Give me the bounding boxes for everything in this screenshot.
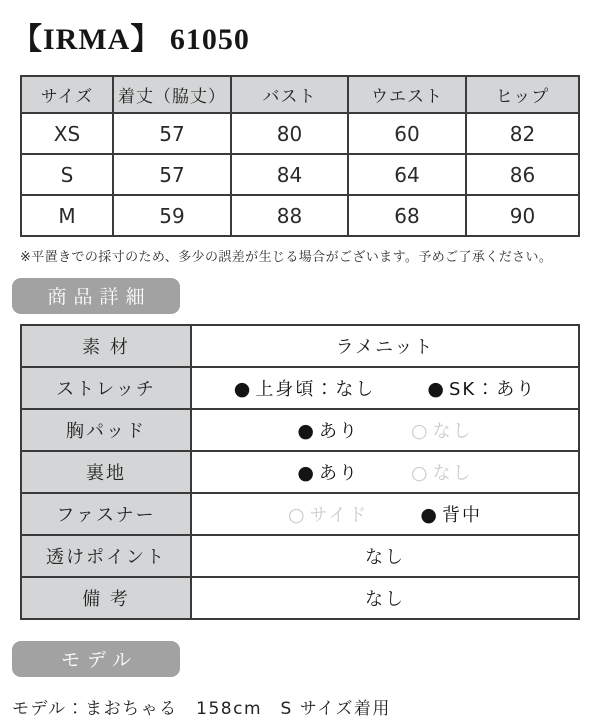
size-table-row (21, 154, 579, 195)
details-table-row (21, 325, 579, 367)
size-label-cell: XS (21, 113, 113, 154)
details-row-value (191, 493, 579, 535)
details-table-row (21, 451, 579, 493)
option-selected (297, 459, 359, 485)
option-group (192, 417, 578, 443)
details-row-value (191, 367, 579, 409)
option-selected (297, 417, 359, 443)
size-value-cell: 57 (113, 154, 231, 195)
size-value-cell: 80 (231, 113, 348, 154)
page-title: 【IRMA】 61050 (12, 23, 250, 56)
size-value-cell: 60 (348, 113, 466, 154)
size-label-cell: M (21, 195, 113, 236)
size-table-column-header: バスト (231, 76, 348, 113)
details-row-label: 素 材 (21, 325, 191, 367)
product-details-table (20, 324, 580, 620)
size-table-column-header: 着丈（脇丈） (113, 76, 231, 113)
option-selected (420, 501, 482, 527)
option-label: なし (432, 463, 473, 484)
option-label: サイド (309, 505, 369, 526)
filled-circle-icon: ● (297, 420, 316, 442)
details-text-value: ラメニット (335, 337, 435, 358)
option-group (192, 459, 578, 485)
details-row-label: 裏地 (21, 451, 191, 493)
details-row-label: ストレッチ (21, 367, 191, 409)
option-label: 背中 (441, 505, 482, 526)
option-unselected (411, 417, 473, 443)
measurement-disclaimer: ※平置きでの採寸のため、多少の誤差が生じる場合がございます。予めご了承ください。 (20, 250, 553, 265)
section-heading-product-details: 商品詳細 (12, 278, 180, 314)
outline-circle-icon: ○ (411, 420, 430, 442)
details-row-value (191, 451, 579, 493)
details-text-value: なし (365, 547, 405, 568)
option-label: 上身頃：なし (255, 379, 376, 400)
details-row-label: 備 考 (21, 577, 191, 619)
size-chart-header-row (21, 76, 579, 113)
size-value-cell: 59 (113, 195, 231, 236)
size-table-column-header: ウエスト (348, 76, 466, 113)
size-value-cell: 88 (231, 195, 348, 236)
details-table-row (21, 409, 579, 451)
details-table-row (21, 493, 579, 535)
details-row-value (191, 535, 579, 577)
size-value-cell: 86 (466, 154, 579, 195)
filled-circle-icon: ● (297, 462, 316, 484)
details-table-row (21, 535, 579, 577)
option-label: あり (319, 463, 359, 484)
size-table-column-header: ヒップ (466, 76, 579, 113)
option-group (192, 501, 578, 527)
details-row-label: 透けポイント (21, 535, 191, 577)
details-row-label: ファスナー (21, 493, 191, 535)
size-table-column-header: サイズ (21, 76, 113, 113)
size-value-cell: 90 (466, 195, 579, 236)
size-chart-table (20, 75, 580, 237)
size-value-cell: 57 (113, 113, 231, 154)
outline-circle-icon: ○ (288, 504, 307, 526)
model-info-text: モデル：まおちゃる 158cm S サイズ着用 (12, 699, 391, 719)
option-unselected (288, 501, 368, 527)
details-table-row (21, 577, 579, 619)
option-label: SK：あり (448, 379, 537, 400)
option-label: あり (319, 421, 359, 442)
filled-circle-icon: ● (420, 504, 439, 526)
details-table-row (21, 367, 579, 409)
size-value-cell: 84 (231, 154, 348, 195)
section-heading-model: モデル (12, 641, 180, 677)
details-row-value (191, 409, 579, 451)
outline-circle-icon: ○ (411, 462, 430, 484)
filled-circle-icon: ● (427, 378, 446, 400)
details-row-label: 胸パッド (21, 409, 191, 451)
size-value-cell: 64 (348, 154, 466, 195)
size-table-row (21, 195, 579, 236)
details-row-value (191, 325, 579, 367)
option-selected (427, 375, 536, 401)
details-text-value: なし (365, 589, 405, 610)
option-group (192, 375, 578, 401)
details-row-value (191, 577, 579, 619)
filled-circle-icon: ● (233, 378, 253, 400)
size-label-cell: S (21, 154, 113, 195)
size-value-cell: 68 (348, 195, 466, 236)
option-unselected (411, 459, 473, 485)
size-value-cell: 82 (466, 113, 579, 154)
option-selected (234, 375, 376, 401)
size-table-row (21, 113, 579, 154)
option-label: なし (432, 421, 473, 442)
